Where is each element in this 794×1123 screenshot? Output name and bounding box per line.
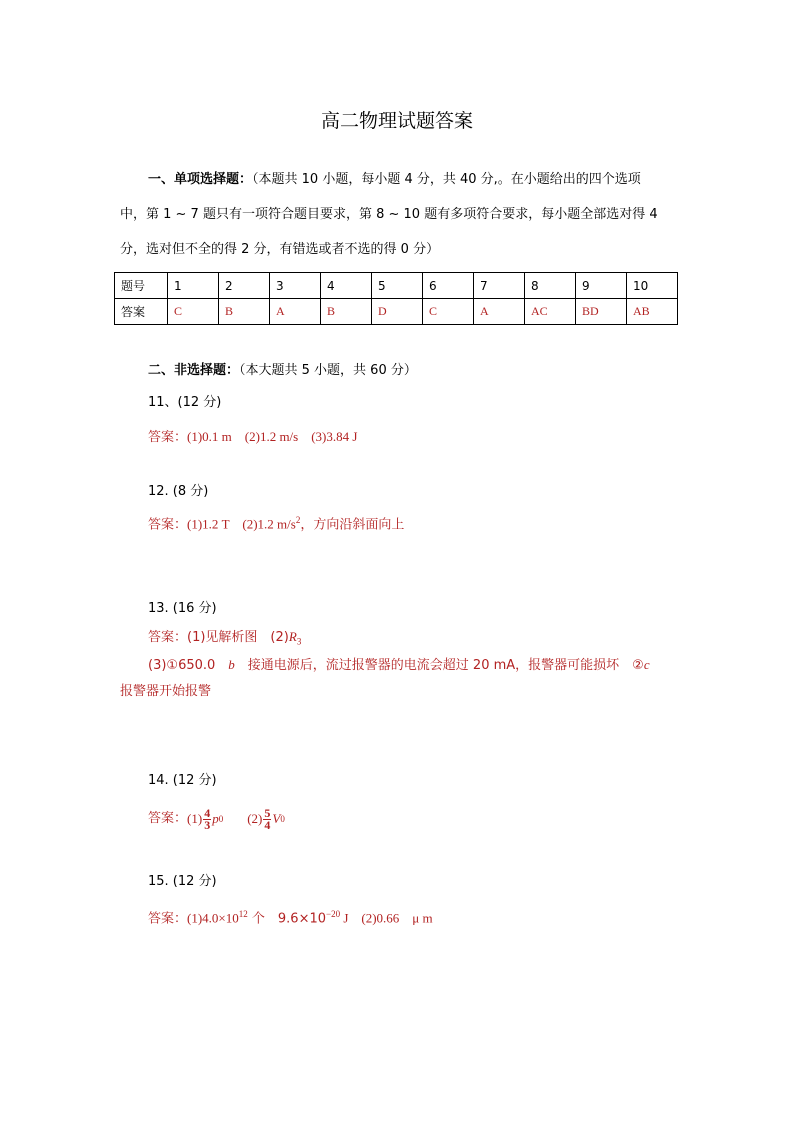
section1-text-1: （本题共 10 小题，每小题 4 分，共 40 分,。在小题给出的四个选项	[252, 172, 641, 187]
table-answer-cell: AC	[525, 299, 576, 325]
table-answer-label: 答案	[115, 299, 168, 325]
q13-answer-part1: (1)见解析图 (2)	[187, 630, 289, 645]
section1-line1	[148, 171, 641, 189]
q15-answer	[148, 905, 433, 928]
q12-answer-part1: (1)1.2 T (2)1.2 m/s	[187, 516, 296, 532]
table-number-cell: 5	[372, 273, 423, 299]
section2-line	[148, 362, 417, 380]
q14-answer	[148, 802, 285, 836]
table-header-row	[115, 273, 678, 299]
q14-part2-prefix: (2)	[247, 811, 263, 826]
table-answer-cell: C	[423, 299, 474, 325]
q14-fraction-2-den: 4	[264, 817, 271, 832]
table-answer-cell: BD	[576, 299, 627, 325]
table-answer-cell: C	[168, 299, 219, 325]
section1-line2: 中，第 1 ~ 7 题只有一项符合题目要求，第 8 ~ 10 题有多项符合要求，每小题全部选对得 4	[120, 207, 658, 222]
q14-fraction-2-num: 5	[264, 805, 271, 820]
table-answer-cell: B	[321, 299, 372, 325]
q11-answer	[148, 428, 357, 447]
q11-answer-text: (1)0.1 m (2)1.2 m/s (3)3.84 J	[187, 429, 358, 444]
table-answer-cell: AB	[627, 299, 678, 325]
q15-sup-a: 12	[238, 909, 248, 919]
section1-heading: 一、单项选择题：	[148, 172, 253, 187]
q14-header: 14. (12 分)	[148, 773, 217, 788]
table-number-cell: 9	[576, 273, 627, 299]
q11-answer-label: 答案：	[148, 430, 188, 445]
q12-answer-label: 答案：	[148, 517, 188, 533]
q15-header: 15. (12 分)	[148, 874, 217, 889]
section2-heading: 二、非选择题：	[148, 363, 240, 378]
table-answer-cell: A	[474, 299, 525, 325]
q13-answer-line1	[148, 628, 301, 651]
q15-sup-b: −20	[326, 909, 341, 919]
q14-part1-prefix: (1)	[187, 811, 203, 826]
table-answer-cell: A	[270, 299, 321, 325]
table-number-cell: 8	[525, 273, 576, 299]
q13-r-sub: 3	[296, 636, 302, 647]
q13-r-letter: R	[288, 629, 297, 644]
table-number-cell: 1	[168, 273, 219, 299]
q13-answer-label: 答案：	[148, 630, 188, 645]
table-number-cell: 2	[219, 273, 270, 299]
q14-p-var: p	[212, 811, 219, 826]
q13-line2-part2: 接通电源后，流过报警器的电流会超过 20 mA，报警器可能损坏 ②	[234, 658, 644, 673]
table-answer-row	[115, 299, 678, 325]
table-number-cell: 10	[627, 273, 678, 299]
table-number-cell: 3	[270, 273, 321, 299]
q14-fraction-1-den: 3	[204, 817, 211, 832]
table-number-cell: 6	[423, 273, 474, 299]
q13-answer-line2	[148, 656, 650, 675]
q13-header: 13. (16 分)	[148, 601, 217, 616]
section2-note: （本大题共 5 小题，共 60 分）	[239, 363, 417, 378]
q14-answer-label: 答案：	[148, 811, 188, 826]
answer-table	[114, 272, 678, 325]
table-number-cell: 4	[321, 273, 372, 299]
q13-line2-b: b	[228, 657, 235, 672]
q13-line2-c: c	[643, 657, 650, 672]
q15-part-c: J (2)0.66 μ m	[340, 910, 433, 926]
table-answer-cell: B	[219, 299, 270, 325]
q15-part-b: 个 9.6×10	[247, 911, 327, 927]
q12-answer	[148, 511, 404, 534]
table-number-cell: 7	[474, 273, 525, 299]
q12-answer-sup: 2	[295, 515, 301, 525]
table-header-label: 题号	[115, 273, 168, 299]
q15-answer-label: 答案：	[148, 911, 188, 927]
q14-fraction-2	[263, 805, 271, 832]
table-answer-cell: D	[372, 299, 423, 325]
page-title: 高二物理试题答案	[320, 110, 473, 132]
section1-line3: 分，选对但不全的得 2 分，有错选或者不选的得 0 分）	[120, 242, 440, 257]
q14-v-sub: 0	[280, 814, 285, 824]
q14-p-sub: 0	[218, 814, 224, 824]
q14-fraction-1-num: 4	[204, 805, 211, 820]
q14-fraction-1	[203, 805, 211, 832]
q13-answer-line3: 报警器开始报警	[120, 684, 212, 699]
q12-header: 12. (8 分)	[148, 484, 209, 499]
q11-header: 11、(12 分)	[148, 395, 222, 410]
q15-part-a: (1)4.0×10	[187, 910, 239, 926]
q14-v-var: V	[272, 811, 281, 826]
q12-answer-part2: ，方向沿斜面向上	[300, 517, 405, 533]
q13-line2-part1: (3)①650.0	[148, 658, 229, 673]
